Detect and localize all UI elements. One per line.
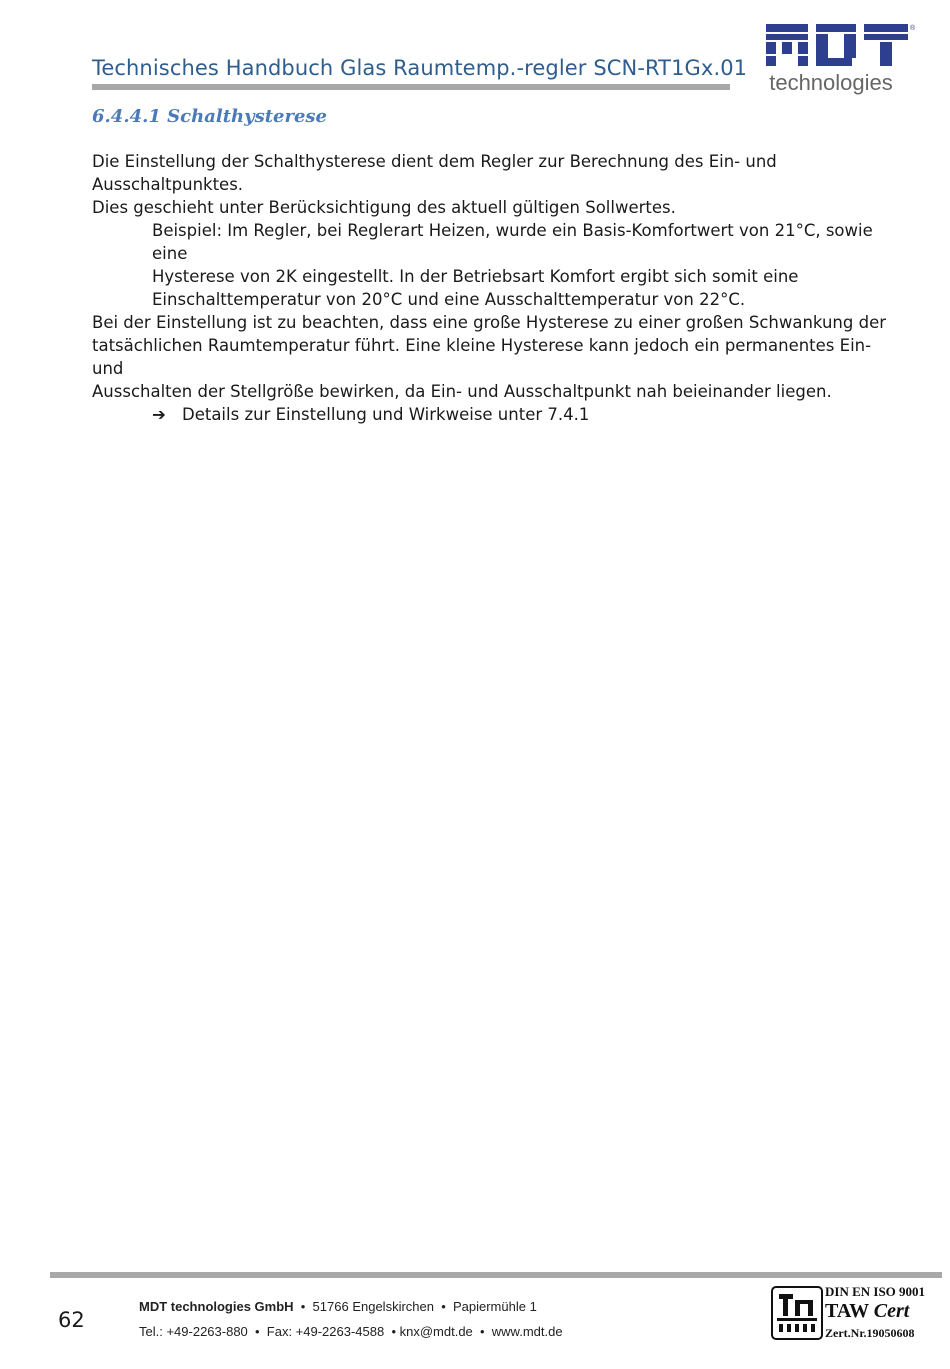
- paragraph-line: Dies geschieht unter Berücksichtigung des aktuell gültigen Sollwertes.: [92, 198, 676, 217]
- address: • 51766 Engelskirchen • Papiermühle 1: [293, 1299, 537, 1314]
- reference-line: [92, 403, 892, 426]
- paragraph-line: tatsächlichen Raumtemperatur führt. Eine kleine Hysterese kann jedoch ein permanentes Ein- und: [92, 336, 872, 378]
- section-heading: 6.4.4.1 Schalthysterese: [92, 106, 327, 127]
- document-title: Technisches Handbuch Glas Raumtemp.-regler SCN-RT1Gx.01: [92, 56, 748, 80]
- footer-address-line1: [139, 1299, 537, 1314]
- registered-mark: ®: [910, 25, 916, 32]
- cert-name-taw: TAW: [825, 1300, 874, 1322]
- section-body: [92, 150, 892, 426]
- reference-text: Details zur Einstellung und Wirkweise unter 7.4.1: [182, 405, 590, 424]
- right-arrow-icon: ➔: [152, 405, 166, 424]
- company-name: MDT technologies GmbH: [139, 1299, 294, 1314]
- header-divider: [92, 84, 730, 90]
- paragraph-line: Ausschalten der Stellgröße bewirken, da Ein- und Ausschaltpunkt nah beieinander liegen.: [92, 382, 832, 401]
- logo-subtitle: technologies: [769, 70, 893, 95]
- cert-name-cert: Cert: [873, 1300, 910, 1322]
- paragraph-line: Die Einstellung der Schalthysterese dient dem Regler zur Berechnung des Ein- und Ausschaltpunktes.: [92, 152, 777, 194]
- page-number: 62: [58, 1308, 85, 1332]
- footer-address-line2: Tel.: +49-2263-880 • Fax: +49-2263-4588 • knx@mdt.de • www.mdt.de: [139, 1324, 563, 1339]
- footer-divider: [50, 1272, 942, 1278]
- cert-name: [825, 1300, 909, 1323]
- cert-number: Zert.Nr.19050608: [825, 1326, 915, 1340]
- cert-standard: DIN EN ISO 9001: [825, 1284, 926, 1299]
- example-line: Einschalttemperatur von 20°C und eine Ausschalttemperatur von 22°C.: [152, 290, 746, 309]
- example-line: Hysterese von 2K eingestellt. In der Betriebsart Komfort ergibt sich somit eine: [152, 267, 799, 286]
- paragraph-line: Bei der Einstellung ist zu beachten, dass eine große Hysterese zu einer großen Schwankung der: [92, 313, 887, 332]
- example-line: Beispiel: Im Regler, bei Reglerart Heizen, wurde ein Basis-Komfortwert von 21°C, sowie eine: [152, 221, 873, 263]
- tuev-cert-icon: [771, 1286, 823, 1340]
